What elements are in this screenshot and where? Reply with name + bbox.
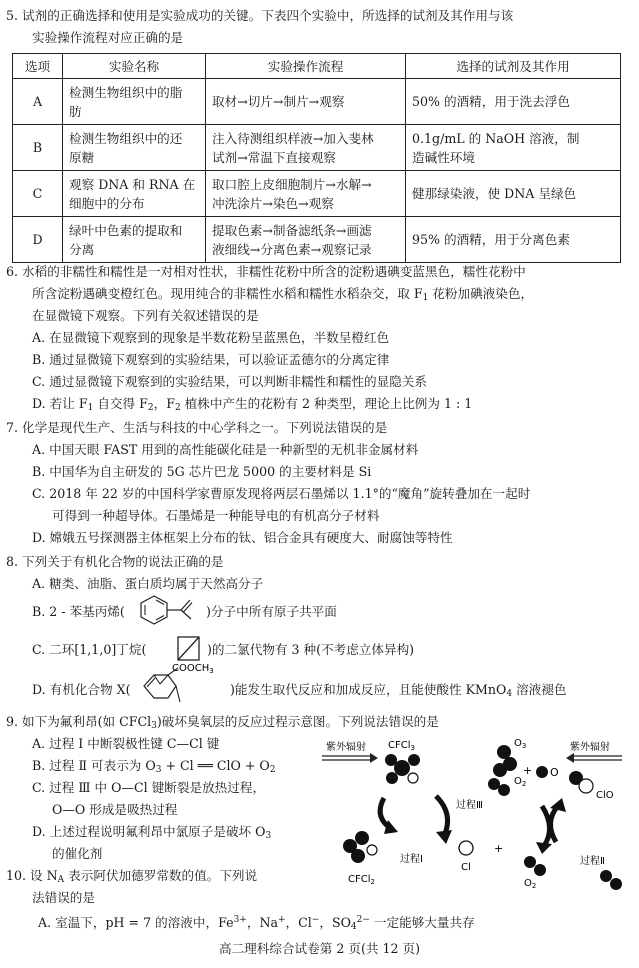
- q9-option-d-line2: 的催化剂: [52, 846, 103, 861]
- q10-a-text: ，Na: [246, 915, 278, 930]
- q10-a-sup: 3+: [233, 915, 247, 925]
- row-reagent: [406, 125, 621, 171]
- cfcl3-text: CFCl: [388, 740, 411, 751]
- header-reagent: 选择的试剂及其作用: [406, 54, 621, 79]
- q8-option-a: A. 糖类、油脂、蛋白质均属于天然高分子: [32, 576, 264, 591]
- q10-a-sup: −: [311, 915, 320, 925]
- substituent-sub: 3: [209, 667, 214, 675]
- q8-option-b-suffix: )分子中所有原子共平面: [206, 604, 337, 619]
- table-row: [13, 171, 621, 217]
- arrow-process-3: [436, 796, 448, 836]
- process-2-label: 过程Ⅱ: [580, 856, 605, 867]
- oxygen-molecule-lower: [524, 856, 546, 890]
- cl-label: Cl: [461, 862, 471, 873]
- q8-option-c-prefix: C. 二环[1,1,0]丁烷(: [32, 642, 147, 657]
- q7-option-a: A. 中国天眼 FAST 用到的高性能碳化硅是一种新型的无机非金属材料: [32, 442, 419, 457]
- q8-d-text: 溶液褪色: [512, 682, 567, 697]
- uv-left-label: 紫外辐射: [326, 742, 366, 753]
- plus-sign-1: +: [523, 764, 533, 777]
- q5-stem-line2: 实验操作流程对应正确的是: [32, 30, 184, 45]
- header-option: 选项: [13, 54, 63, 79]
- q9-b-sub: 3: [155, 765, 162, 775]
- row-flow: [206, 125, 406, 171]
- clo-molecule: [569, 771, 614, 801]
- phenylpropene-structure: [140, 592, 202, 630]
- q6-d-text: ，F: [153, 396, 175, 411]
- cfcl3-molecule: [385, 740, 420, 784]
- row-flow: [206, 171, 406, 217]
- q7-option-b: B. 中国华为自主研发的 5G 芯片巴龙 5000 的主要材料是 Si: [32, 464, 372, 479]
- q6-option-a: A. 在显微镜下观察到的现象是半数花粉呈蓝黑色，半数呈橙红色: [32, 330, 390, 345]
- clo-label: ClO: [596, 790, 614, 801]
- q7-option-c-line2: 可得到一种超导体。石墨烯是一种能导电的有机高分子材料: [52, 508, 380, 523]
- q9-d-sub: 3: [265, 831, 272, 841]
- row-reagent: [406, 217, 621, 263]
- q6-subscript: 1: [422, 293, 429, 303]
- o-atom: [536, 766, 548, 778]
- row-option: C: [13, 171, 63, 217]
- compound-x-substituent: [172, 663, 214, 675]
- q10-sub: A: [57, 875, 65, 885]
- plus-sign-2: +: [494, 842, 504, 855]
- q8-d-text: )能发生取代反应和加成反应，且能使酸性 KMnO: [230, 682, 507, 697]
- q10-stem-line2: 法错误的是: [32, 890, 95, 905]
- row-reagent-line1: 0.1g/mL 的 NaOH 溶液，制: [412, 130, 580, 146]
- table-row: [13, 79, 621, 125]
- row-reagent-line1: 50% 的酒精，用于洗去浮色: [412, 94, 570, 109]
- q9-text: 9. 如下为氟利昂(如 CFCl: [6, 714, 152, 729]
- substituent-text: COOCH: [172, 663, 210, 674]
- row-option: D: [13, 217, 63, 263]
- q5-table-header: [13, 54, 621, 79]
- q9-option-a: A. 过程 Ⅰ 中断裂极性键 C—Cl 键: [32, 736, 220, 751]
- row-name-line2: 细胞中的分布: [69, 195, 145, 211]
- q8-d-sub: 4: [506, 689, 513, 699]
- q9-sub: 3: [151, 721, 157, 731]
- o2-lower-label: [524, 878, 536, 890]
- q6-d-text: 植株中产生的花粉有 2 种类型，理论上比例为 1 : 1: [180, 396, 473, 411]
- row-flow-line1: 注入待测组织样液→加入斐林: [212, 130, 374, 146]
- ozone-depletion-diagram: [318, 736, 634, 896]
- q9-option-c-line1: C. 过程 Ⅲ 中 O—Cl 键断裂是放热过程，: [32, 780, 266, 795]
- q6-d-sub: 2: [147, 403, 154, 413]
- row-flow-line2: 冲洗涂片→染色→观察: [212, 195, 334, 211]
- cfcl2-text: CFCl: [348, 874, 371, 885]
- o2b-text: O: [524, 878, 532, 889]
- q6-d-sub: 2: [174, 403, 181, 413]
- row-reagent-line2: 造碱性环境: [412, 149, 475, 165]
- cfcl3-label: [388, 740, 415, 752]
- header-experiment: 实验名称: [63, 54, 206, 79]
- row-flow-line1: 取口腔上皮细胞制片→水解→: [212, 176, 372, 192]
- row-flow-line2: 试剂→常温下直接观察: [212, 149, 336, 165]
- cfcl2-sub: 2: [370, 878, 375, 886]
- o2a-text: O: [514, 776, 522, 787]
- q8-stem: 8. 下列关于有机化合物的说法正确的是: [6, 554, 224, 569]
- o-atom-label: O: [550, 766, 559, 779]
- q9-d-text: D. 上述过程说明氟利昂中氯原子是破坏 O: [32, 824, 266, 839]
- q7-option-c-line1: C. 2018 年 22 岁的中国科学家曹原发现将两层石墨烯以 1.1°的“魔角”旋转叠加在一起时: [32, 486, 531, 501]
- q9-b-sub: 2: [269, 765, 276, 775]
- arrow-process-2: [550, 806, 558, 842]
- row-name-line1: 绿叶中色素的提取和: [69, 222, 183, 238]
- row-reagent-line1: 健那绿染液，使 DNA 呈绿色: [412, 186, 577, 201]
- q6-text: 所含淀粉遇碘变橙红色。现用纯合的非糯性水稻和糯性水稻杂交，取 F: [32, 286, 423, 301]
- q6-text: 花粉加碘液染色，: [428, 286, 534, 301]
- oxygen-molecule-upper: [488, 776, 526, 796]
- row-name-line2: 分离: [69, 241, 95, 257]
- q10-a-sup: 2−: [356, 915, 370, 925]
- row-name-line2: 原糖: [69, 149, 95, 165]
- row-flow-line1: 提取色素→制备滤纸条→画滤: [212, 222, 372, 238]
- row-name-line2: 肪: [69, 103, 82, 119]
- q6-option-c: C. 通过显微镜下观察到的实验结果，可以判断非糯性和糯性的显隐关系: [32, 374, 428, 389]
- q6-d-sub: 1: [87, 403, 94, 413]
- bicyclobutane-structure: [175, 634, 203, 664]
- q10-a-text: 一定能够大量共存: [369, 915, 475, 930]
- uv-right-label: 紫外辐射: [570, 742, 610, 753]
- row-reagent-line1: 95% 的酒精，用于分离色素: [412, 232, 570, 247]
- q10-text: 表示阿伏加德罗常数的值。下列说: [64, 868, 258, 883]
- q8-option-d-prefix: D. 有机化合物 X(: [32, 682, 131, 697]
- q10-a-text: ，SO: [319, 915, 351, 930]
- q9-option-c-line2: O—O 形成是吸热过程: [52, 802, 178, 817]
- o-atom-lower-right: [600, 870, 612, 882]
- row-name: [63, 171, 206, 217]
- row-name-line1: 观察 DNA 和 RNA 在: [69, 176, 196, 192]
- cfcl3-sub: 3: [410, 744, 415, 752]
- o2b-sub: 2: [531, 882, 537, 890]
- row-flow-line1: 取材→切片→制片→观察: [212, 94, 345, 109]
- table-row: [13, 217, 621, 263]
- row-flow-line2: 液细线→分离色素→观察记录: [212, 241, 372, 257]
- q6-stem-line1: 6. 水稻的非糯性和糯性是一对相对性状，非糯性花粉中所含的淀粉遇碘变蓝黑色，糯性花粉中: [6, 264, 526, 279]
- uv-radiation-left: [322, 740, 378, 763]
- compound-x-structure: [136, 662, 232, 710]
- cl-atom: [459, 841, 473, 855]
- process-1-label: 过程Ⅰ: [400, 854, 423, 865]
- q6-option-b: B. 通过显微镜下观察到的实验结果，可以验证孟德尔的分离定律: [32, 352, 390, 367]
- page-footer: 高二理科综合试卷第 2 页(共 12 页): [218, 941, 420, 956]
- cfcl2-label: [348, 874, 375, 886]
- q9-option-d-line1: [32, 822, 271, 846]
- q10-a-sub: 4: [350, 922, 357, 932]
- q9-b-text: B. 过程 Ⅱ 可表示为 O: [32, 758, 156, 773]
- q6-stem-line2: [32, 284, 533, 308]
- header-procedure: 实验操作流程: [206, 54, 406, 79]
- q10-option-a: [38, 910, 475, 937]
- q7-option-d: D. 嫦娥五号探测器主体框架上分布的钛、铝合金具有硬度大、耐腐蚀等特性: [32, 530, 453, 545]
- o-atom-lower-right-2: [610, 878, 622, 890]
- o3-sub: 3: [521, 742, 527, 750]
- q6-option-d: [32, 394, 472, 418]
- row-reagent: [406, 79, 621, 125]
- row-name: [63, 125, 206, 171]
- row-reagent: [406, 171, 621, 217]
- table-row: [13, 125, 621, 171]
- row-option: A: [13, 79, 63, 125]
- q8-option-d-suffix: [230, 680, 566, 704]
- q5-stem-line1: 5. 试剂的正确选择和使用是实验成功的关键。下表四个实验中，所选择的试剂及其作用与该: [6, 8, 514, 23]
- q8-option-b-prefix: B. 2 - 苯基丙烯(: [32, 604, 125, 619]
- q6-stem-line3: 在显微镜下观察。下列有关叙述错误的是: [32, 308, 259, 323]
- process-3-label: 过程Ⅲ: [456, 800, 483, 811]
- row-name: [63, 79, 206, 125]
- q10-a-text: ，Cl: [285, 915, 312, 930]
- o2a-sub: 2: [521, 780, 527, 788]
- q5-table: [12, 53, 621, 263]
- o3-text: O: [514, 738, 522, 749]
- q8-option-c-suffix: )的二氯代物有 3 种(不考虑立体异构): [207, 642, 415, 657]
- row-name-line1: 检测生物组织中的还: [69, 130, 183, 146]
- row-name-line1: 检测生物组织中的脂: [69, 84, 183, 100]
- q9-b-text: + Cl ══ ClO + O: [161, 758, 270, 773]
- q9-text: )破坏臭氧层的反应过程示意图。下列说法错误的是: [156, 714, 439, 729]
- cfcl2-molecule: [343, 831, 377, 886]
- o2-upper-label: [514, 776, 526, 788]
- q10-text: 10. 设 N: [6, 868, 58, 883]
- o3-label: [514, 738, 526, 750]
- q9-option-b: [32, 756, 275, 780]
- row-flow: [206, 217, 406, 263]
- row-flow: [206, 79, 406, 125]
- q6-d-text: 自交得 F: [93, 396, 148, 411]
- ozone-molecule: [493, 738, 526, 777]
- row-name: [63, 217, 206, 263]
- q6-d-text: D. 若让 F: [32, 396, 88, 411]
- q7-stem: 7. 化学是现代生产、生活与科技的中心学科之一。下列说法错误的是: [6, 420, 388, 435]
- q9-stem: [6, 712, 439, 736]
- uv-radiation-right: [566, 740, 622, 763]
- q10-a-sup: +: [277, 915, 286, 925]
- q10-a-text: A. 室温下，pH = 7 的溶液中，Fe: [38, 915, 234, 930]
- row-option: B: [13, 125, 63, 171]
- q10-stem-line1: [6, 866, 257, 890]
